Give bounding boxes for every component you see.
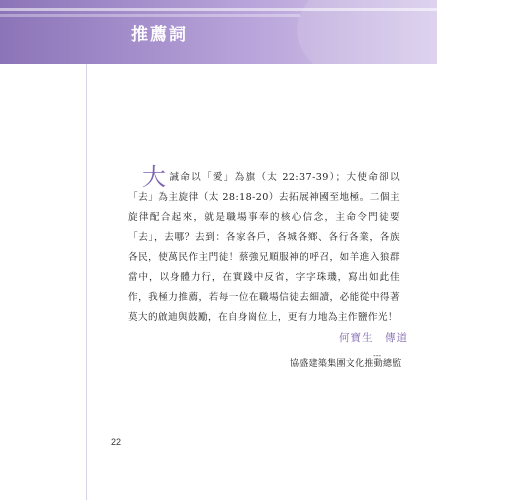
body-paragraph: 誡命以「愛」為旗（太 22:37-39）；大使命卻以「去」為主旋律（太 28:18-20）去拓展神國至地極。二個主旋律配合起來，就是職場事奉的核心信念，主命令門徒要「去」，去哪？去到：各家各戶，各城各鄉、各行各業，各族各民，使萬民作主門徒！蔡強兄順服神的呼召，如羊進入狼群當中，以身體力行，在實踐中反省，字字珠璣，寫出如此佳作，我極力推薦，若每一位在職場信徒去細讀，必能從中得著莫大的啟迪與鼓勵，在自身崗位上，更有力地為主作鹽作光！ [128,172,400,323]
header-banner [0,0,437,64]
signature-role: 協盛建築集團文化推動總監 [290,359,402,369]
signature-dash: --- [373,351,382,360]
page-number: 22 [111,437,122,447]
page-title: 推薦詞 [131,25,188,45]
signature-name: 何寶生 傳道 [339,332,408,344]
drop-cap: 大 [142,163,167,191]
banner-stripe [0,8,437,11]
recommendation-text [128,163,400,328]
banner-stripe [0,14,300,17]
